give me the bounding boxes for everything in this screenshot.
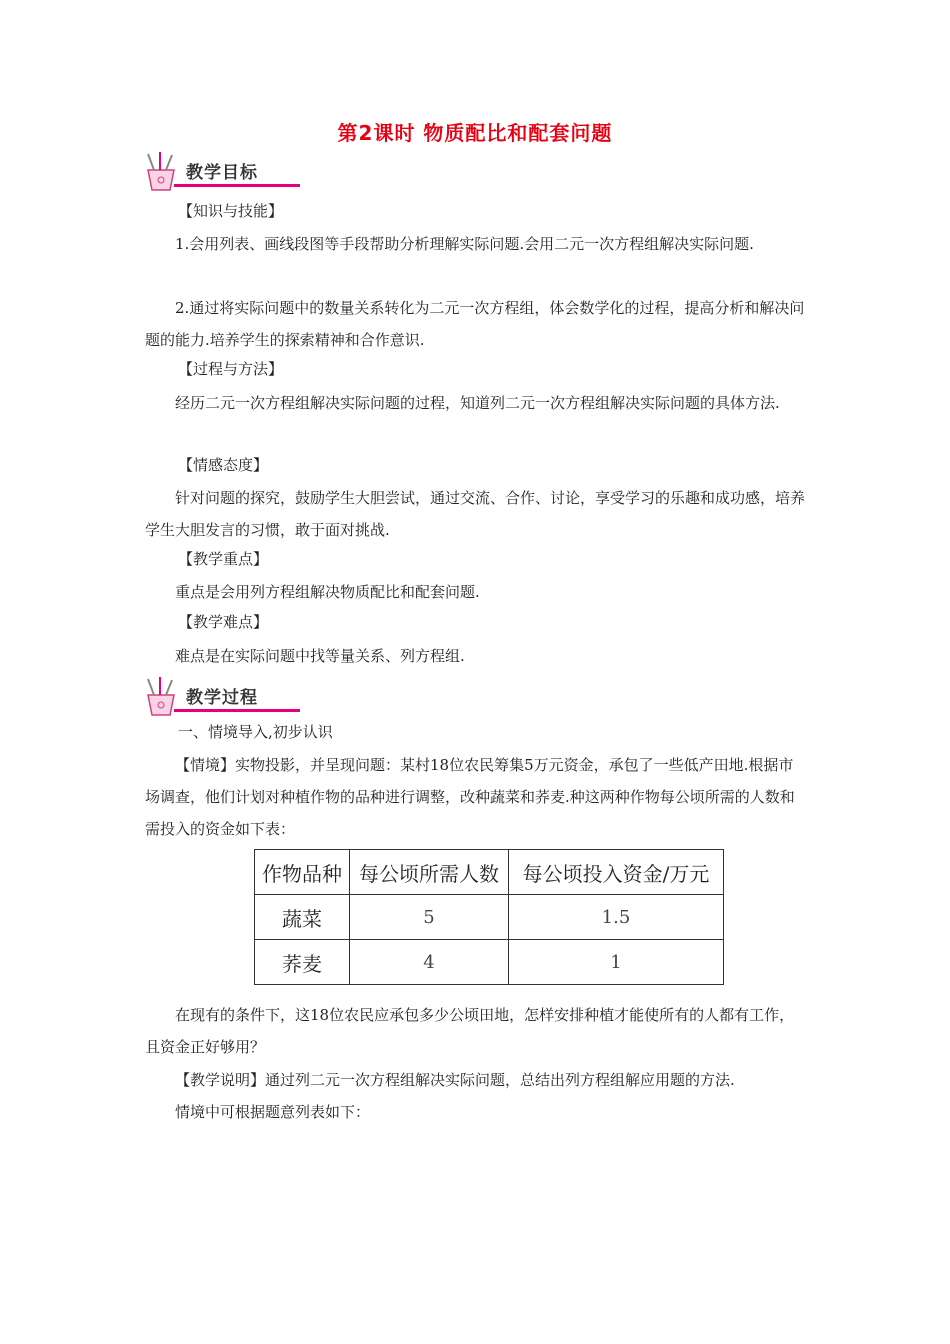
teaching-explanation: 【教学说明】通过列二元一次方程组解决实际问题，总结出列方程组解应用题的方法.	[175, 1071, 735, 1089]
section-banner-process	[140, 675, 300, 719]
emotion-heading: 【情感态度】	[178, 456, 269, 474]
banner-label: 教学过程	[186, 688, 258, 708]
difficult-point-text: 难点是在实际问题中找等量关系、列方程组.	[175, 647, 465, 665]
table-cell: 4	[350, 940, 509, 985]
key-point-text: 重点是会用列方程组解决物质配比和配套问题.	[175, 583, 480, 601]
knowledge-heading: 【知识与技能】	[178, 202, 284, 220]
knowledge-item-2: 2.通过将实际问题中的数量关系转化为二元一次方程组，体会数学化的过程，提高分析和解决问题的能力.培养学生的探索精神和合作意识.	[145, 299, 805, 349]
table-header-row	[255, 850, 724, 895]
question-text: 在现有的条件下，这18位农民应承包多少公顷田地，怎样安排种植才能使所有的人都有工作，且资金正好够用？	[145, 1006, 795, 1056]
difficult-point-heading: 【教学难点】	[178, 613, 269, 631]
table-cell: 5	[350, 895, 509, 940]
banner-rule	[174, 709, 300, 712]
crop-table	[254, 849, 724, 985]
table-cell: 1.5	[509, 895, 724, 940]
table-cell: 蔬菜	[255, 895, 350, 940]
key-point-heading: 【教学重点】	[178, 550, 269, 568]
table-cell: 1	[509, 940, 724, 985]
table-header-cell: 每公顷所需人数	[350, 850, 509, 895]
scenario-text: 【情境】实物投影，并呈现问题：某村18位农民筹集5万元资金，承包了一些低产田地.根据市场调查，他们计划对种植作物的品种进行调整，改种蔬菜和荞麦.种这两种作物每公顷所需的人数和需投入的资金如下表：	[145, 756, 795, 838]
method-heading: 【过程与方法】	[178, 360, 284, 378]
table-header-cell: 每公顷投入资金/万元	[509, 850, 724, 895]
pencil-cup-icon	[140, 675, 184, 719]
pencil-cup-icon	[140, 150, 184, 194]
table-row	[255, 940, 724, 985]
table-intro-text: 情境中可根据题意列表如下：	[175, 1103, 371, 1121]
method-text: 经历二元一次方程组解决实际问题的过程，知道列二元一次方程组解决实际问题的具体方法.	[175, 394, 780, 412]
table-header-cell: 作物品种	[255, 850, 350, 895]
page-title: 第2课时 物质配比和配套问题	[337, 121, 613, 145]
table-cell: 荞麦	[255, 940, 350, 985]
emotion-text: 针对问题的探究，鼓励学生大胆尝试，通过交流、合作、讨论，享受学习的乐趣和成功感，培养学生大胆发言的习惯，敢于面对挑战.	[145, 489, 806, 539]
section-banner-goals	[140, 150, 300, 194]
banner-label: 教学目标	[186, 163, 258, 183]
knowledge-item-1: 1.会用列表、画线段图等手段帮助分析理解实际问题.会用二元一次方程组解决实际问题.	[175, 235, 754, 253]
step-heading: 一、情境导入,初步认识	[178, 723, 333, 741]
table-row	[255, 895, 724, 940]
banner-rule	[174, 184, 300, 187]
